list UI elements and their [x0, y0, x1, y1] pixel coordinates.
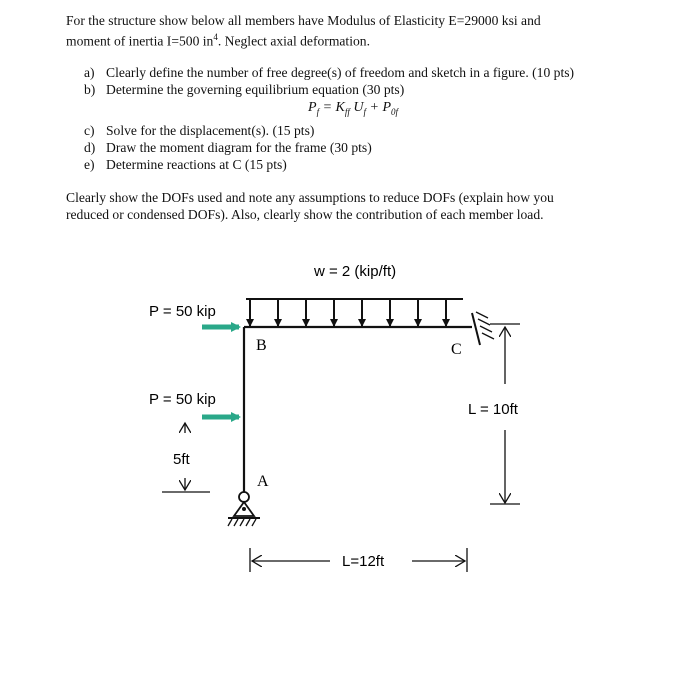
task-d: d) Draw the moment diagram for the frame (30 pts)	[84, 140, 372, 155]
node-a-label: A	[257, 473, 269, 490]
intro-line-2: moment of inertia I=500 $in^4$. Neglect axial deformation.	[66, 32, 370, 49]
distributed-load-label: w = 2 (kip/ft)	[314, 263, 397, 280]
span-dimension-label: L=12ft	[342, 553, 385, 570]
pin-support-a	[228, 492, 260, 526]
equilibrium-equation: $P_f = K_{ff}$ $U_f + P_{0f}$	[308, 100, 399, 117]
height-dimension-label: L = 10ft	[468, 401, 518, 418]
point-load-top-label: P = 50 kip	[149, 303, 216, 320]
task-c: c) Solve for the displacement(s). (15 pts)	[84, 123, 315, 138]
distributed-load-arrows	[246, 299, 463, 326]
task-a: a) Clearly define the number of free degree(s) of freedom and sketch in a figure. (10 pts)	[84, 65, 575, 80]
point-load-mid-label: P = 50 kip	[149, 391, 216, 408]
offset-dimension-label: 5ft	[173, 451, 190, 468]
task-b: b) Determine the governing equilibrium equation (30 pts)	[84, 82, 405, 97]
intro-line-1: For the structure show below all members have Modulus of Elasticity E=29000 ksi and	[66, 13, 541, 28]
task-e: e) Determine reactions at C (15 pts)	[84, 157, 287, 172]
node-b-label: B	[256, 337, 267, 354]
node-c-label: C	[451, 341, 462, 358]
fixed-support-c	[472, 312, 494, 345]
note-line-2: reduced or condensed DOFs). Also, clearly show the contribution of each member load.	[66, 207, 544, 222]
note-line-1: Clearly show the DOFs used and note any assumptions to reduce DOFs (explain how you	[66, 190, 554, 205]
